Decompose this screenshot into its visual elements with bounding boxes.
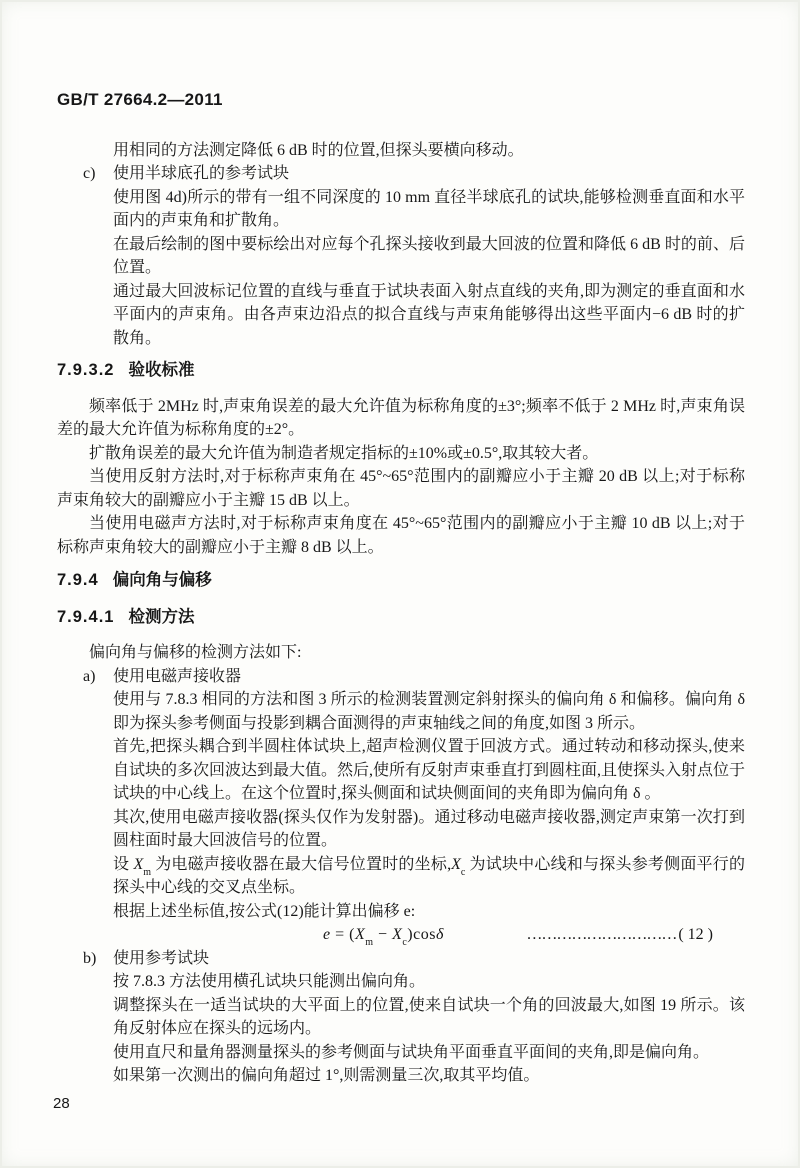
list-item-b-paragraph: 如果第一次测出的偏向角超过 1°,则需测量三次,取其平均值。 — [113, 1067, 540, 1084]
variable-Xm: $X_m$ — [133, 855, 151, 878]
list-marker-c: c) — [83, 165, 96, 182]
list-item-a — [57, 665, 745, 947]
text-segment: 为电磁声接收器在最大信号位置时的坐标, — [151, 855, 452, 873]
list-item-a-paragraph: 首先,把探头耦合到半圆柱体试块上,超声检测仪置于回波方式。通过转动和移动探头,使来自试块的多次回波达到最大值。然后,使所有反射声束垂直打到圆柱面,且使探头入射点位于试块的中心线上。在这个位置时,探头侧面和试块侧面间的夹角即为偏向角 δ 。 — [113, 738, 746, 802]
list-marker-a: a) — [83, 667, 96, 685]
section-number: 7.9.3.2 — [57, 361, 115, 379]
list-item-c-title: 使用半球底孔的参考试块 — [113, 165, 290, 182]
document-header-standard-number: GB/T 27664.2—2011 — [57, 90, 223, 109]
text-segment: 为试块中心线和与探头参考侧面平行的探头中心线的交叉点坐标。 — [113, 855, 745, 896]
list-item-a-paragraph: 其次,使用电磁声接收器(探头仅作为发射器)。通过移动电磁声接收器,测定声束第一次打到圆柱面时最大回波信号的位置。 — [113, 808, 745, 849]
list-item-c-paragraph: 通过最大回波标记位置的直线与垂直于试块表面入射点直线的夹角,即为测定的垂直面和水平面内的声束角。由各声束边沿点的拟合直线与声束角能够得出这些平面内−6 dB 时的扩散角。 — [113, 282, 745, 347]
section-7941-lead-paragraph: 偏向角与偏移的检测方法如下: — [89, 644, 302, 661]
list-item-b-title: 使用参考试块 — [113, 949, 210, 967]
section-7932-paragraph: 当使用电磁声方法时,对于标称声束角度在 45°~65°范围内的副瓣应小于主瓣 10 dB 以上;对于标称声束角较大的副瓣应小于主瓣 8 dB 以上。 — [57, 515, 745, 556]
carryover-paragraph-block — [57, 139, 745, 163]
section-7932-paragraph: 频率低于 2MHz 时,声束角误差的最大允许值为标称角度的±3°;频率不低于 2 MHz 时,声束角误差的最大允许值为标称角度的±2°。 — [57, 397, 745, 438]
list-item-a-paragraph: 使用与 7.8.3 相同的方法和图 3 所示的检测装置测定斜射探头的偏向角 δ 和偏移。偏向角 δ 即为探头参考侧面与投影到耦合面测得的声束轴线之间的角度,如图 3 所示。 — [113, 691, 745, 732]
list-item-a-title: 使用电磁声接收器 — [113, 667, 242, 685]
list-item-c-paragraph: 在最后绘制的图中要标绘出对应每个孔探头接收到最大回波的位置和降低 6 dB 时的前、后位置。 — [113, 235, 745, 276]
section-number: 7.9.4 — [57, 571, 99, 589]
list-item-b — [57, 947, 745, 1088]
list-item-b-paragraph: 使用直尺和量角器测量探头的参考侧面与试块角平面垂直平面间的夹角,即是偏向角。 — [113, 1043, 710, 1061]
equation-12-expression: $e = (X_m - X_c)\cos\delta$ — [323, 926, 444, 949]
list-item-c — [57, 162, 745, 350]
section-heading-7932 — [57, 359, 745, 383]
list-item-a-paragraph: 根据上述坐标值,按公式(12)能计算出偏移 e: — [113, 902, 416, 920]
section-heading-7941 — [57, 606, 745, 630]
page-number: 28 — [53, 1094, 70, 1112]
carryover-paragraph: 用相同的方法测定降低 6 dB 时的位置,但探头要横向移动。 — [113, 141, 524, 159]
list-item-b-paragraph: 调整探头在一适当试块的大平面上的位置,使来自试块一个角的回波最大,如图 19 所示。该角反射体应在探头的远场内。 — [113, 996, 745, 1037]
equation-number: ( 12 ) — [678, 926, 713, 943]
text-segment: 设 — [113, 855, 134, 873]
equation-dot-leader: ………………………… — [526, 926, 677, 943]
section-title: 验收标准 — [128, 361, 195, 379]
section-title: 偏向角与偏移 — [112, 571, 212, 589]
section-heading-794 — [57, 569, 745, 593]
list-marker-b: b) — [83, 949, 97, 967]
variable-Xc: $X_c$ — [451, 855, 466, 878]
section-7932-paragraph: 扩散角误差的最大允许值为制造者规定指标的±10%或±0.5°,取其较大者。 — [89, 444, 599, 462]
section-title: 检测方法 — [128, 607, 195, 626]
list-item-b-paragraph: 按 7.8.3 方法使用横孔试块只能测出偏向角。 — [113, 973, 426, 990]
section-7932-paragraph: 当使用反射方法时,对于标称声束角在 45°~65°范围内的副瓣应小于主瓣 20 dB 以上;对于标称声束角较大的副瓣应小于主瓣 15 dB 以上。 — [57, 468, 745, 509]
section-number: 7.9.4.1 — [57, 607, 115, 626]
list-item-c-paragraph: 使用图 4d)所示的带有一组不同深度的 10 mm 直径半球底孔的试块,能够检测垂直面和水平面内的声束角和扩散角。 — [113, 188, 745, 229]
list-item-a-paragraph-coordinates — [113, 853, 745, 900]
equation-12-row — [113, 923, 745, 947]
